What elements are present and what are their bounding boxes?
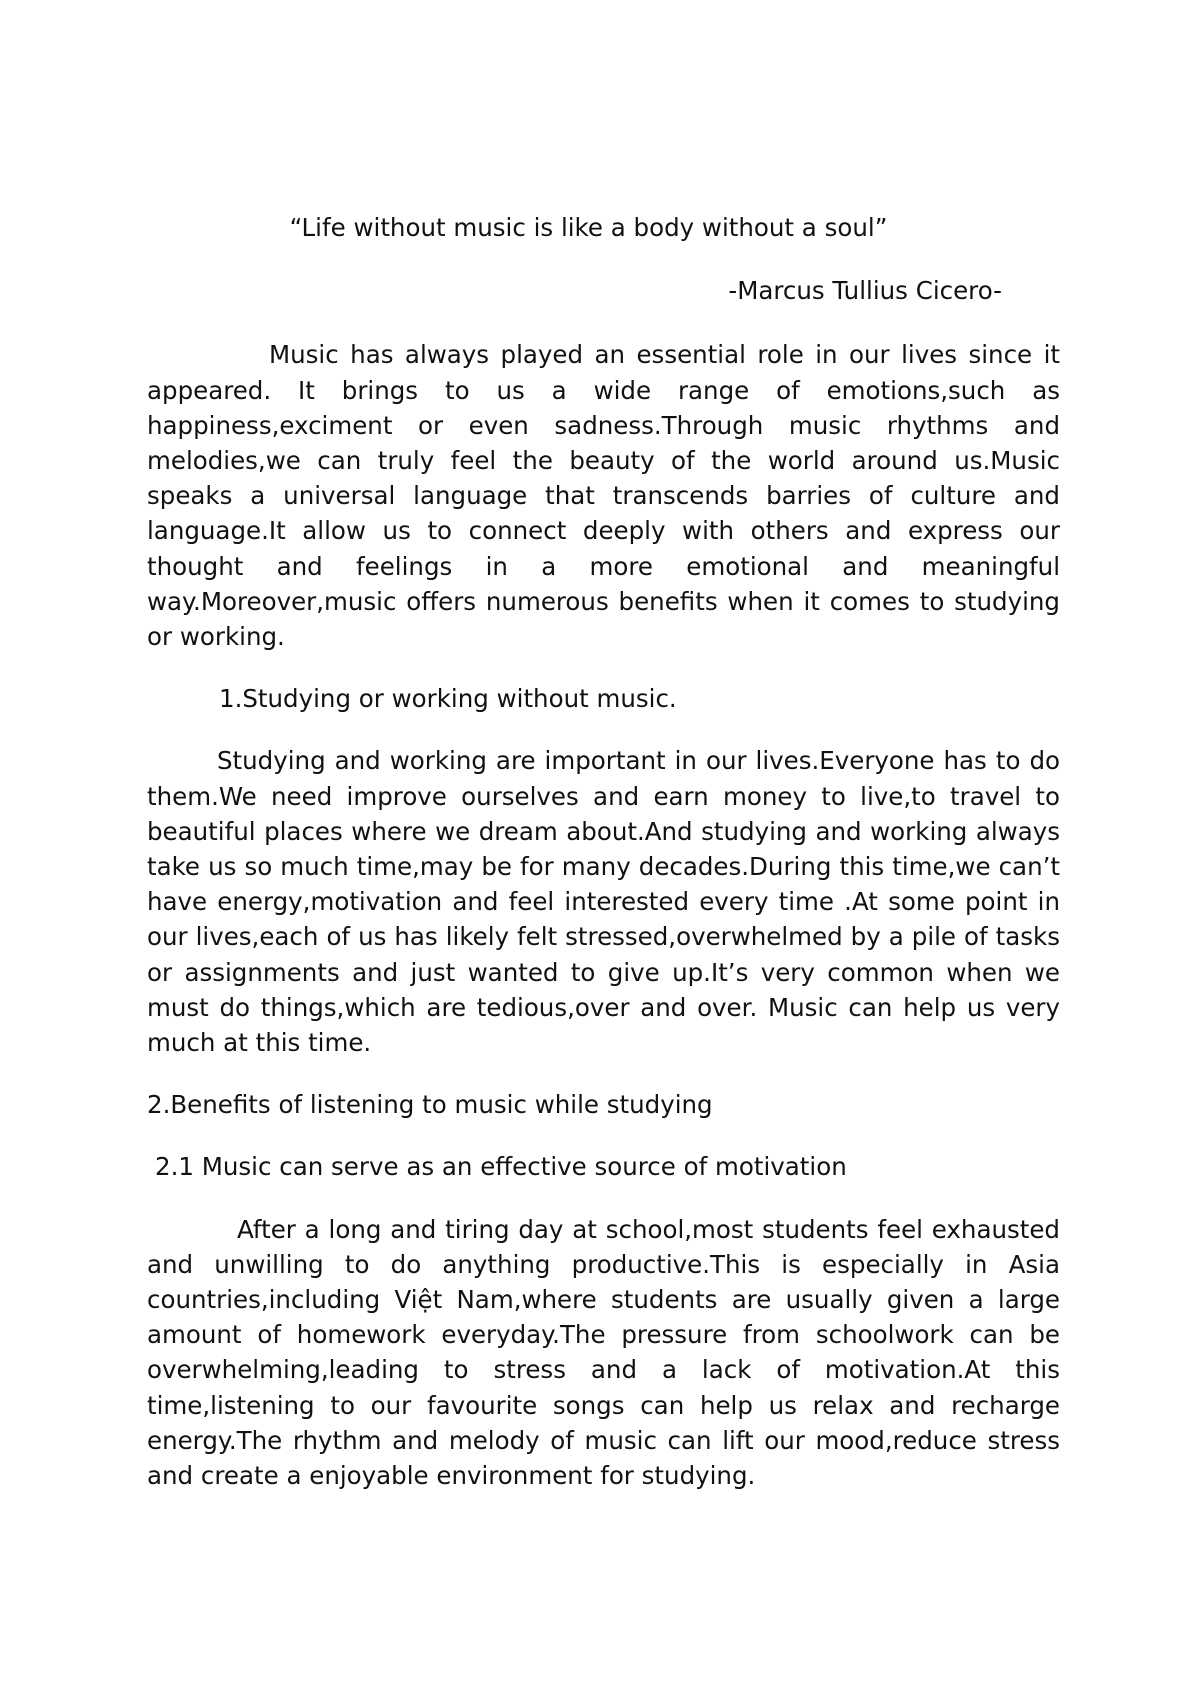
epigraph-quote: “Life without music is like a body without a soul” [289,213,888,242]
section-1-heading: 1.Studying or working without music. [219,684,677,714]
section-1-paragraph: Studying and working are important in our lives.Everyone has to do them.We need improve ourselves and earn money to live,to travel to beautiful places where we dream about.And studying and working always take us so much time,may be for many decades.During this time,we can’t have energy,motivation and feel interested every time .At some point in our lives,each of us has likely felt stressed,overwhelmed by a pile of tasks or assignments and just wanted to give up.It’s very common when we must do things,which are tedious,over and over. Music can help us very much at this time. [147,746,1060,1058]
document-page [147,210,1060,1520]
section-2-1-heading: 2.1 Music can serve as an effective source of motivation [155,1152,847,1182]
section-2-heading: 2.Benefits of listening to music while studying [147,1090,713,1120]
epigraph-author: -Marcus Tullius Cicero- [728,276,1002,306]
intro-paragraph: Music has always played an essential role in our lives since it appeared. It brings to us a wide range of emotions,such as happiness,exciment or even sadness.Through music rhythms and melodies,we can truly feel the beauty of the world around us.Music speaks a universal language that transcends barries of culture and language.It allow us to connect deeply with others and express our thought and feelings in a more emotional and meaningful way.Moreover,music offers numerous benefits when it comes to studying or working. [147,340,1060,652]
section-2-1-paragraph: After a long and tiring day at school,most students feel exhausted and unwilling to do anything productive.This is especially in Asia countries,including Việt Nam,where students are usually given a large amount of homework everyday.The pressure from schoolwork can be overwhelming,leading to stress and a lack of motivation.At this time,listening to our favourite songs can help us relax and recharge energy.The rhythm and melody of music can lift our mood,reduce stress and create a enjoyable environment for studying. [147,1214,1060,1491]
